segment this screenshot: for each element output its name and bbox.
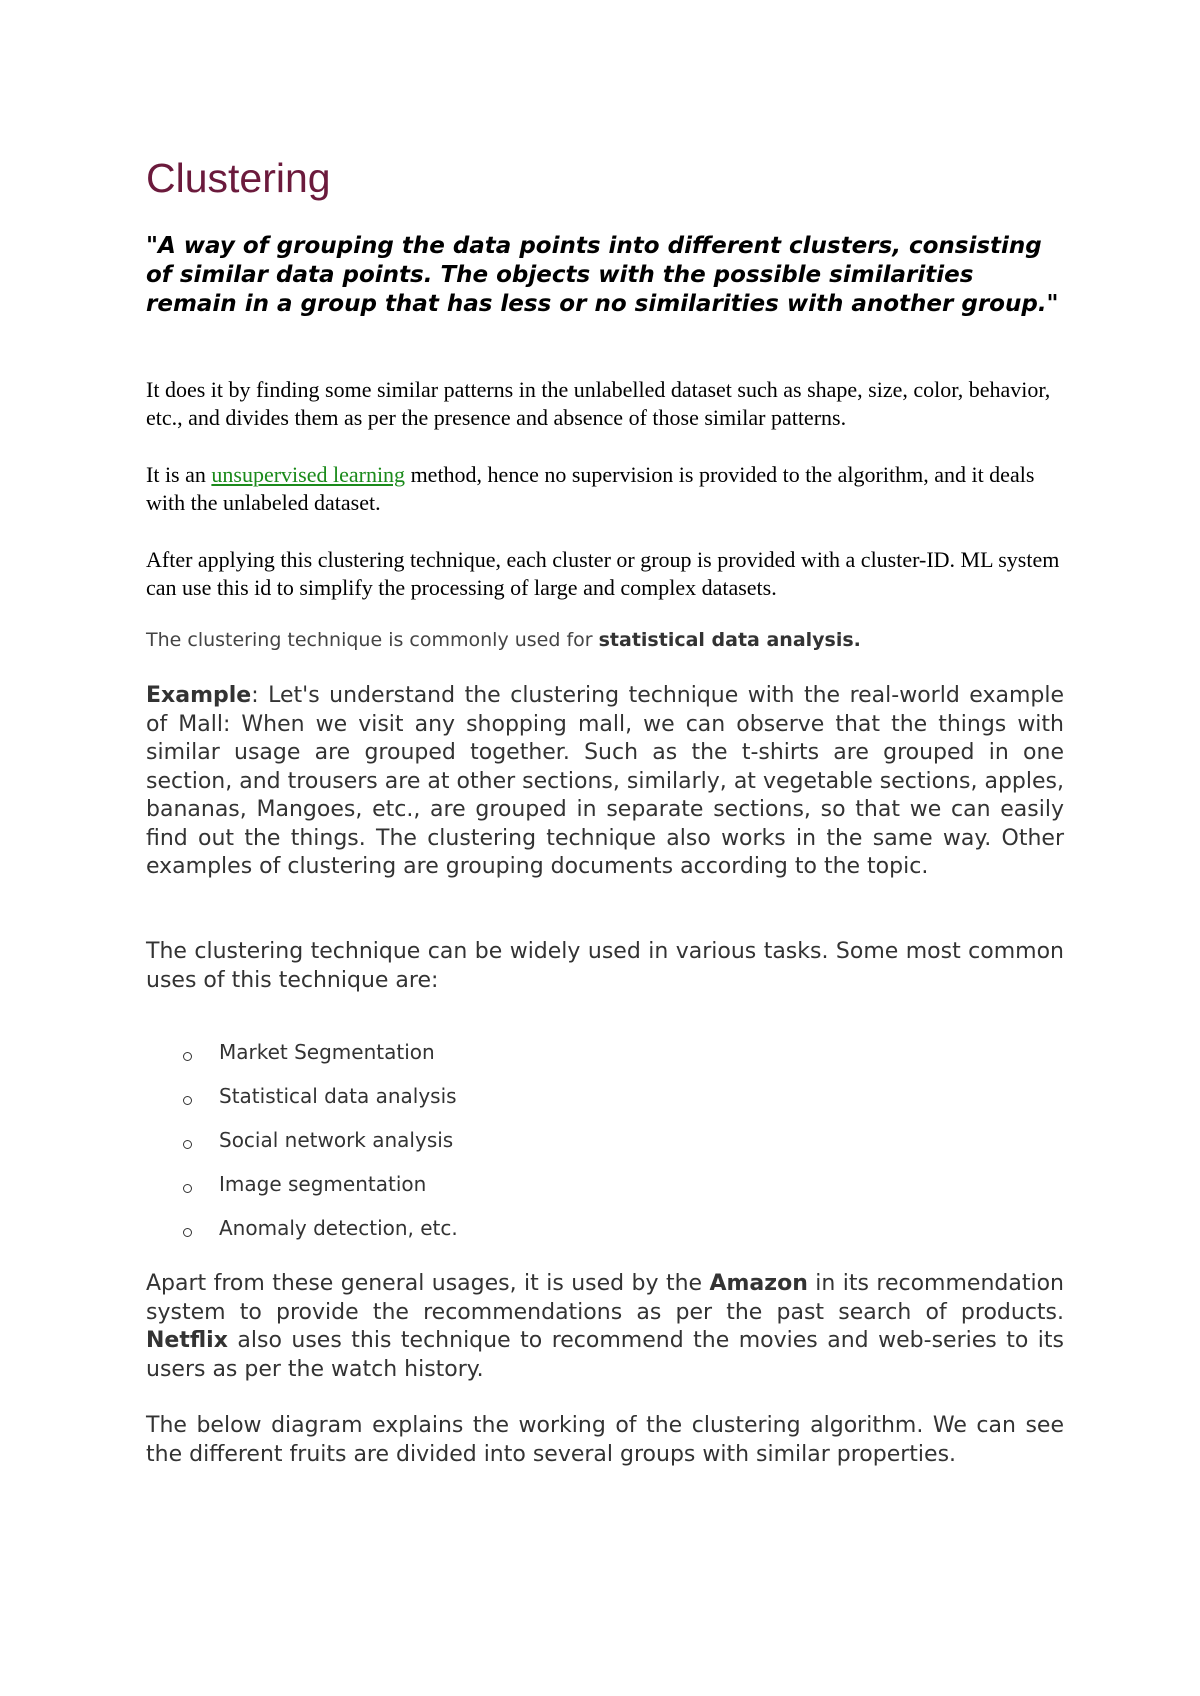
bullet-icon [183, 1052, 192, 1061]
example-label: Example [146, 683, 252, 708]
bullet-icon [183, 1096, 192, 1105]
paragraph-diagram: The below diagram explains the working of the clustering algorithm. We can see the different fruits are divided into several groups with similar properties. [146, 1413, 1064, 1467]
definition-quote: "A way of grouping the data points into different clusters, consisting of similar data points. The objects with the possible similarities remain in a group that has less or no similarities with another group." [146, 233, 1059, 317]
apart-text-1: Apart from these general usages, it is used by the [146, 1271, 710, 1296]
paragraph-statistical-bold: statistical data analysis. [598, 629, 861, 651]
bullet-icon [183, 1228, 192, 1237]
netflix-bold: Netflix [146, 1328, 228, 1353]
paragraph-example [146, 682, 1064, 882]
list-item: Statistical data analysis [146, 1074, 458, 1118]
list-item: Image segmentation [146, 1162, 458, 1206]
unsupervised-learning-link[interactable]: unsupervised learning [211, 462, 406, 487]
paragraph-cluster-id: After applying this clustering technique, each cluster or group is provided with a cluster-ID. ML system can use this id to simplify the processing of large and complex datasets. [146, 547, 1060, 600]
bullet-icon [183, 1184, 192, 1193]
bullet-icon [183, 1140, 192, 1149]
apart-text-2: in its recommendation system to provide the recommendations as per the past search of products. [146, 1271, 1064, 1325]
paragraph-uses-intro: The clustering technique can be widely used in various tasks. Some most common uses of this technique are: [146, 939, 1064, 993]
page-title: Clustering [146, 155, 331, 201]
amazon-bold: Amazon [709, 1271, 808, 1296]
paragraph-unsupervised-text-before: It is an [146, 462, 212, 487]
paragraph-unsupervised-text-after: method, hence no supervision is provided to the algorithm, and it deals with the unlabeled dataset. [146, 462, 1035, 515]
example-text: : Let's understand the clustering technique with the real-world example of Mall: When we visit any shopping mall, we can observe that the things with similar usage are grouped together. Such as the t-shirts are grouped in one section, and trousers are at other sections, similarly, at vegetable sections, apples, bananas, Mangoes, etc., are grouped in separate sections, so that we can easily find out the things. The clustering technique also works in the same way. Other examples of clustering are grouping documents according to the topic. [146, 683, 1064, 879]
apart-text-3: also uses this technique to recommend the movies and web-series to its users as per the watch history. [146, 1328, 1064, 1382]
uses-list [146, 1030, 458, 1250]
paragraph-patterns: It does it by finding some similar patterns in the unlabelled dataset such as shape, size, color, behavior, etc., and divides them as per the presence and absence of those similar patterns. [146, 377, 1051, 430]
list-item: Market Segmentation [146, 1030, 458, 1074]
paragraph-statistical-text: The clustering technique is commonly used for [146, 629, 599, 651]
list-item: Anomaly detection, etc. [146, 1206, 458, 1250]
paragraph-statistical [146, 627, 1064, 653]
list-item: Social network analysis [146, 1118, 458, 1162]
paragraph-amazon-netflix [146, 1270, 1064, 1384]
paragraph-unsupervised [146, 461, 1064, 517]
